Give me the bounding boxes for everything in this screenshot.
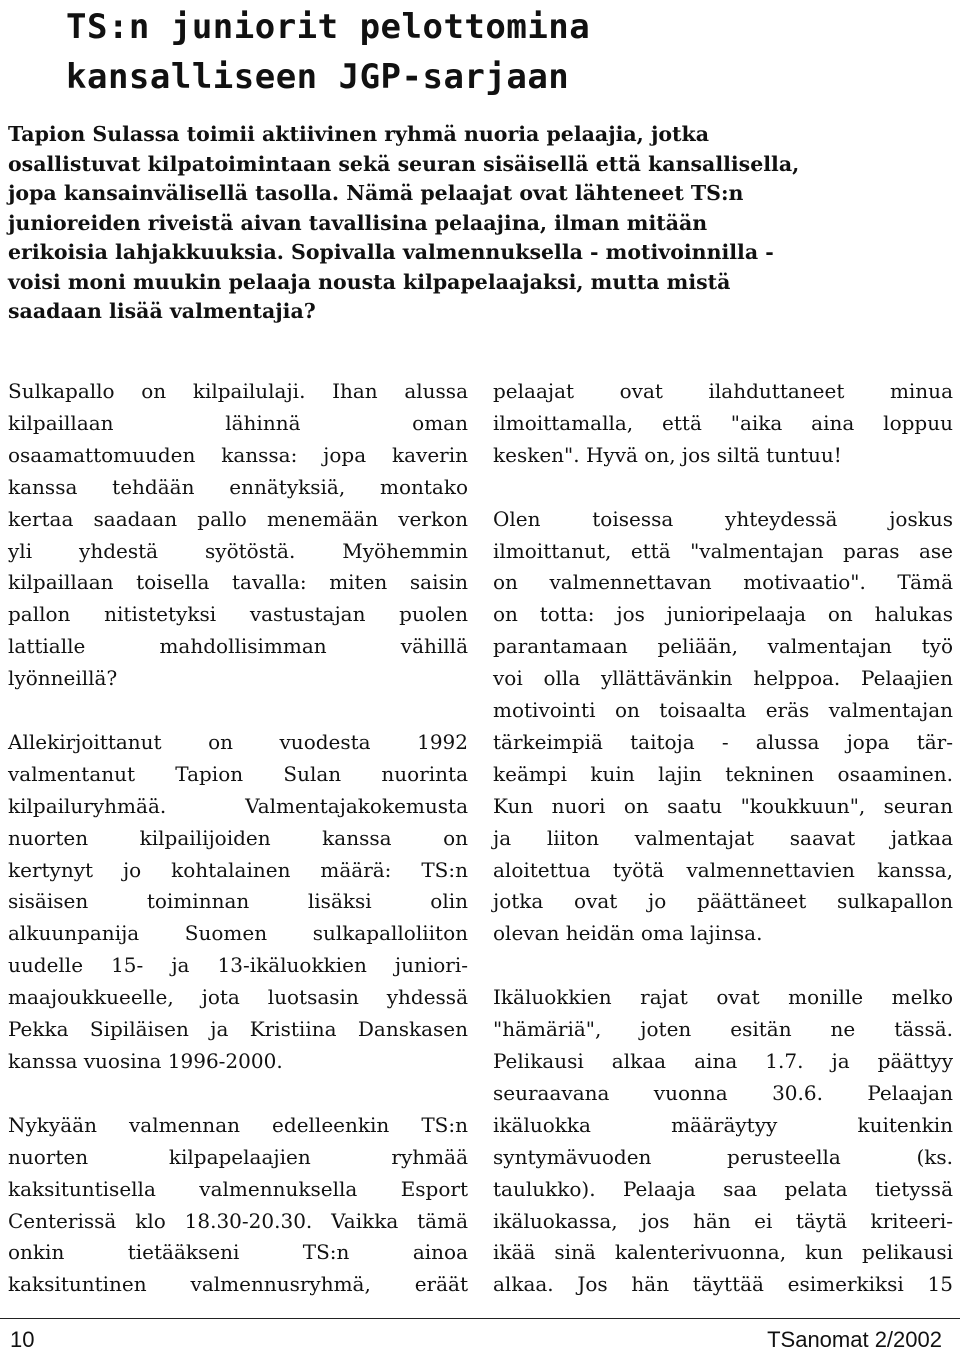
text-line: lattialle mahdollisimman vähillä <box>8 634 468 659</box>
text-line: "hämäriä", joten esitän ne tässä. <box>493 1017 953 1042</box>
text-line: ikäluokka määräytyy kuitenkin <box>493 1112 953 1137</box>
text-line: lyönneillä? <box>8 666 118 691</box>
text-line: kilpailuryhmää. Valmentajakokemusta <box>8 793 468 818</box>
text-line: Sulkapallo on kilpailulaji. Ihan alussa <box>8 379 468 403</box>
title-line: kansalliseen JGP-sarjaan <box>66 57 570 97</box>
text-line: Allekirjoittanut on vuodesta 1992 <box>8 729 468 754</box>
text-line: syntymävuoden perusteella (ks. <box>493 1144 953 1169</box>
text-line: onkin tietääkseni TS:n ainoa <box>8 1240 468 1265</box>
text-line: ilmoittanut, että "valmentajan paras ase <box>493 538 953 563</box>
title-line: TS:n juniorit pelottomina <box>66 7 591 47</box>
text-line: Kun nuori on saatu "koukkuun", seuran <box>493 793 953 818</box>
text-line: kaksituntisella valmennuksella Esport <box>8 1176 468 1201</box>
text-line: nuorten kilpailijoiden kanssa on <box>8 825 468 850</box>
text-line: kilpaillaan lähinnä oman <box>8 410 468 435</box>
lead-line: voisi moni muukin pelaaja nousta kilpapelaajaksi, mutta mistä <box>8 269 731 294</box>
lead-line: jopa kansainvälisellä tasolla. Nämä pelaajat ovat lähteneet TS:n <box>8 181 744 205</box>
text-line: valmentanut Tapion Sulan nuorinta <box>8 761 468 786</box>
publication-issue: TSanomat 2/2002 <box>767 1327 942 1352</box>
text-line: motivointi on toisaalta eräs valmentajan <box>493 698 953 723</box>
text-line: sisäisen toiminnan lisäksi olin <box>8 889 468 914</box>
text-line: pallon nitistetyksi vastustajan puolen <box>8 602 468 627</box>
lead-line: osallistuvat kilpatoimintaan sekä seuran sisäisellä että kansallisella, <box>8 151 800 176</box>
lead-line: Tapion Sulassa toimii aktiivinen ryhmä nuoria pelaajia, jotka <box>8 122 710 146</box>
text-line: osaamattomuuden kanssa: jopa kaverin <box>8 442 468 467</box>
text-line: taulukko). Pelaaja saa pelata tietyssä <box>493 1176 953 1201</box>
text-line: seuraavana vuonna 30.6. Pelaajan <box>493 1080 953 1105</box>
text-line: kanssa vuosina 1996-2000. <box>8 1049 283 1074</box>
text-line: olevan heidän oma lajinsa. <box>493 921 763 946</box>
text-line: aloitettua työtä valmennettavien kanssa, <box>493 857 953 882</box>
text-line: kaksituntinen valmennusryhmä, eräät <box>8 1272 468 1297</box>
text-line: Pekka Sipiläisen ja Kristiina Danskasen <box>8 1017 468 1042</box>
body-paragraph <box>8 1110 468 1301</box>
lead-paragraph <box>8 120 938 327</box>
text-line: uudelle 15- ja 13-ikäluokkien juniori- <box>8 953 468 978</box>
body-paragraph <box>493 982 953 1301</box>
body-paragraph <box>8 727 468 1078</box>
text-line: kesken". Hyvä on, jos siltä tuntuu! <box>493 442 842 467</box>
lead-line: erikoisia lahjakkuuksia. Sopivalla valmennuksella - motivoinnilla - <box>8 240 774 264</box>
text-line: Pelikausi alkaa aina 1.7. ja päättyy <box>493 1049 953 1073</box>
text-line: tärkeimpiä taitoja - alussa jopa tär- <box>493 729 953 754</box>
text-line: ikää sinä kalenterivuonna, kun pelikausi <box>493 1240 953 1265</box>
text-line: maajoukkueelle, jota luotsasin yhdessä <box>8 985 468 1010</box>
text-line: pelaajat ovat ilahduttaneet minua <box>493 379 953 403</box>
text-line: jotka ovat jo päättäneet sulkapallon <box>493 889 953 914</box>
text-line: on totta: jos junioripelaaja on halukas <box>493 602 953 627</box>
text-line: ilmoittamalla, että "aika aina loppuu <box>493 410 953 435</box>
text-line: kilpaillaan toisella tavalla: miten saisin <box>8 570 468 595</box>
text-line: Olen toisessa yhteydessä joskus <box>493 506 953 531</box>
text-line: on valmennettavan motivaatio". Tämä <box>493 570 953 595</box>
text-line: alkuunpanija Suomen sulkapalloliiton <box>8 921 468 946</box>
text-line: Nykyään valmennan edelleenkin TS:n <box>8 1112 468 1137</box>
footer-divider <box>0 1318 960 1319</box>
body-paragraph <box>493 376 953 472</box>
text-line: parantamaan peliään, valmentajan työ <box>493 634 953 659</box>
left-column <box>8 376 468 1333</box>
text-line: ja liiton valmentajat saavat jatkaa <box>493 825 953 850</box>
body-paragraph <box>8 376 468 695</box>
text-line: keämpi kuin lajin tekninen osaaminen. <box>493 761 953 786</box>
text-line: kanssa tehdään ennätyksiä, montako <box>8 474 468 499</box>
page-number: 10 <box>10 1327 35 1352</box>
text-line: ikäluokassa, jos hän ei täytä kriteeri- <box>493 1208 953 1233</box>
lead-line: junioreiden riveistä aivan tavallisina pelaajina, ilman mitään <box>8 210 708 235</box>
text-line: Centerissä klo 18.30-20.30. Vaikka tämä <box>8 1208 468 1233</box>
text-line: kertaa saadaan pallo menemään verkon <box>8 506 468 531</box>
right-column <box>493 376 953 1333</box>
text-line: alkaa. Jos hän täyttää esimerkiksi 15 <box>493 1272 953 1297</box>
text-line: Ikäluokkien rajat ovat monille melko <box>493 985 953 1010</box>
text-line: nuorten kilpapelaajien ryhmää <box>8 1144 468 1169</box>
body-paragraph <box>493 504 953 951</box>
text-line: yli yhdestä syötöstä. Myöhemmin <box>8 538 468 563</box>
text-line: voi olla yllättävänkin helppoa. Pelaajien <box>493 666 953 691</box>
text-line: kertynyt jo kohtalainen määrä: TS:n <box>8 857 468 882</box>
lead-line: saadaan lisää valmentajia? <box>8 299 316 323</box>
article-title <box>66 2 926 102</box>
